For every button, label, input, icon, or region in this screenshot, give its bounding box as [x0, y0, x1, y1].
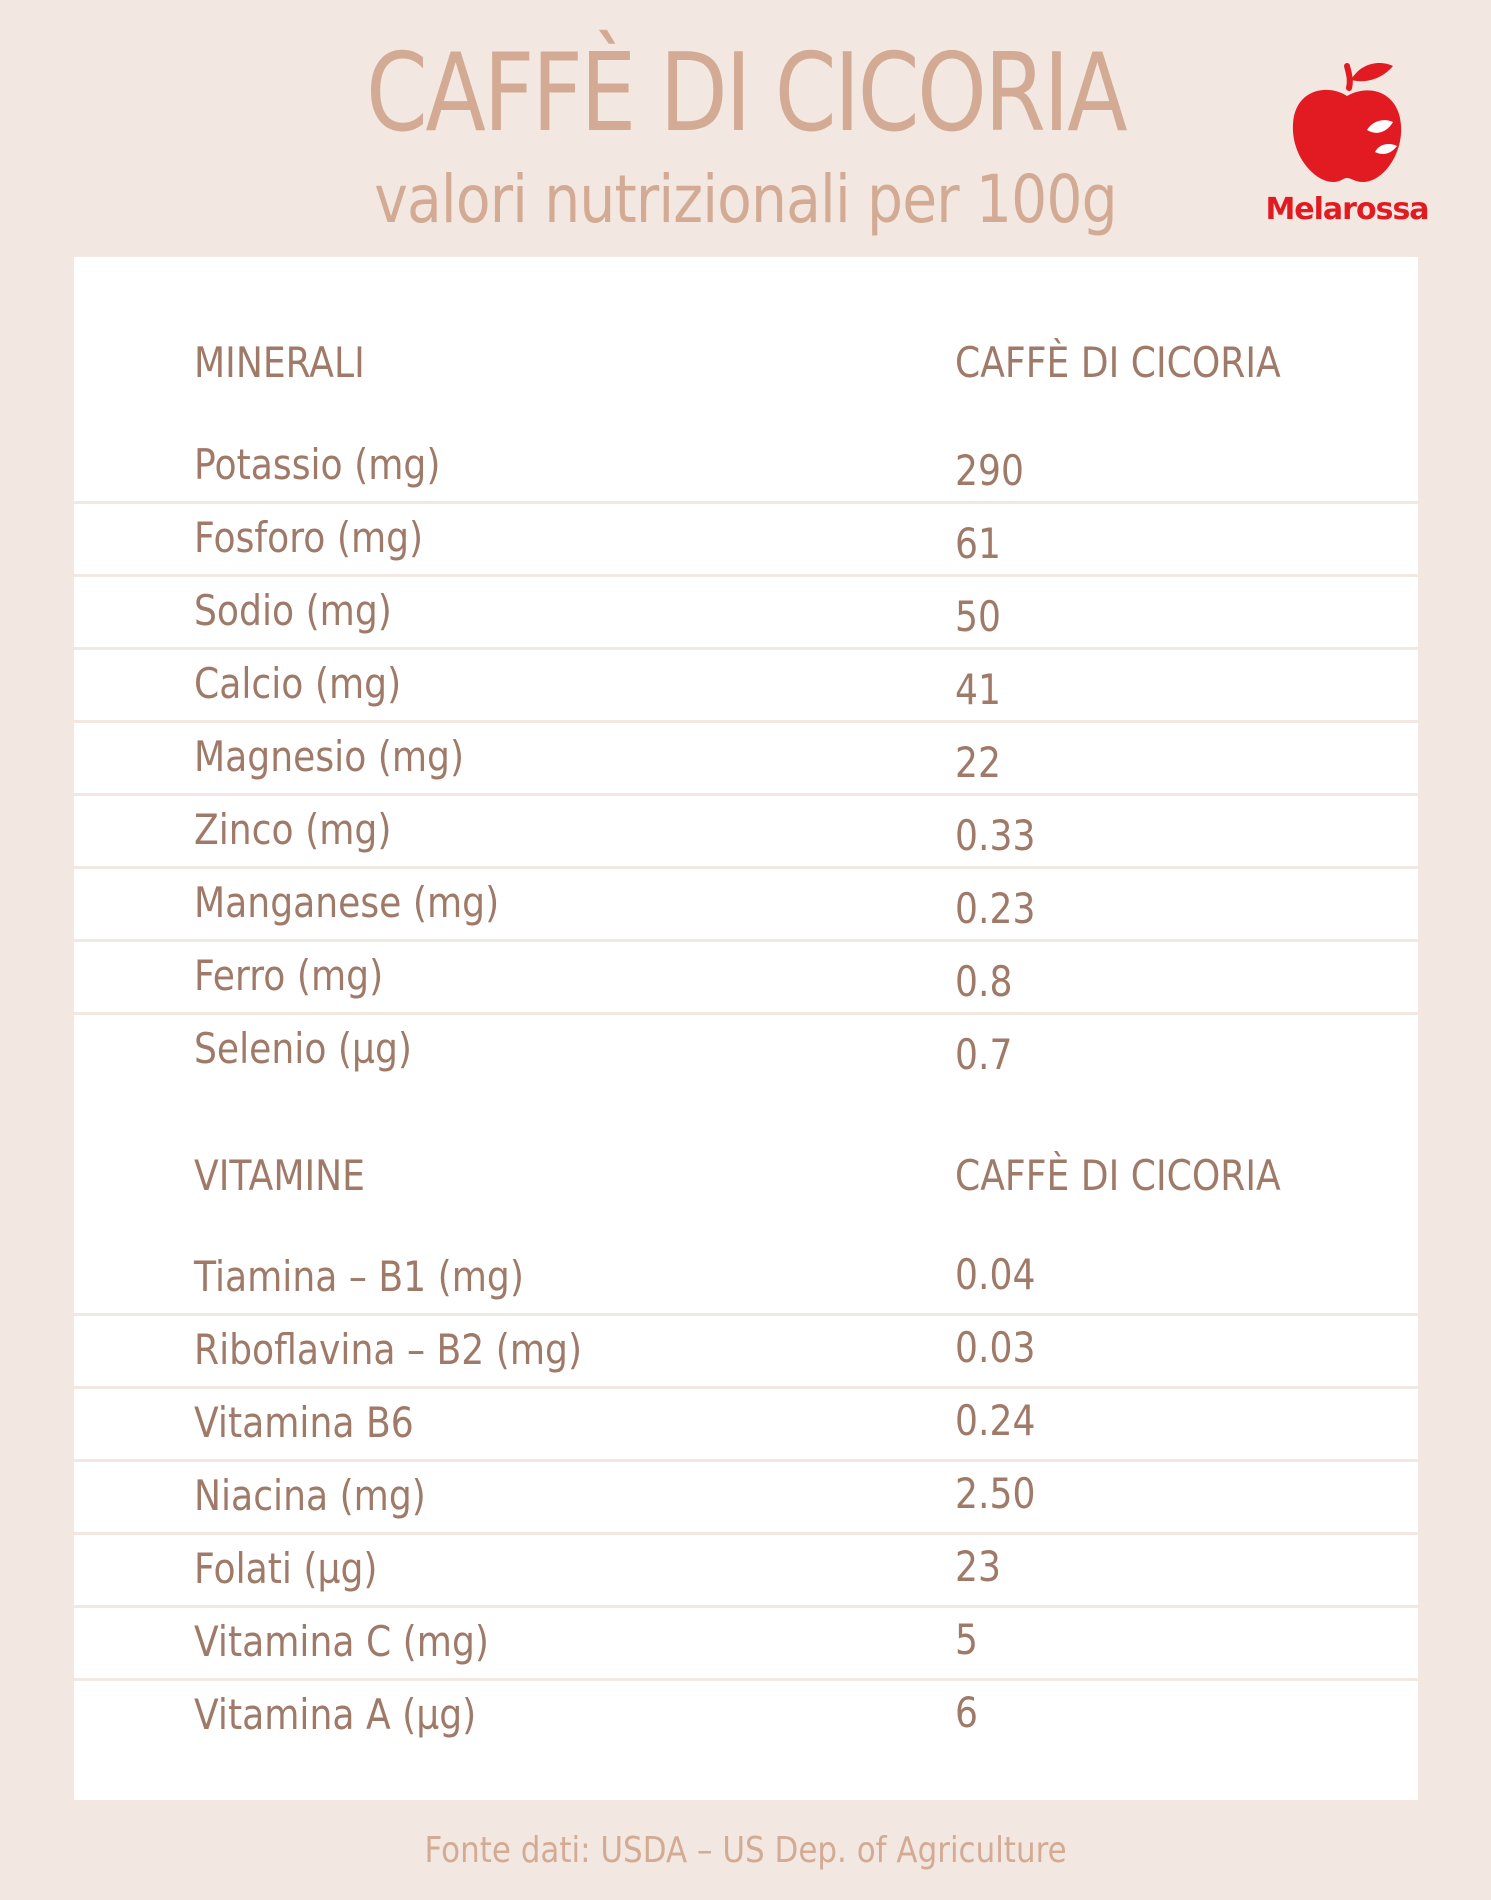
row-value: 290 [955, 446, 1024, 495]
row-value: 23 [955, 1542, 1001, 1591]
page-subtitle: valori nutrizionali per 100g [374, 161, 1117, 238]
minerals-column-header: CAFFÈ DI CICORIA [955, 338, 1281, 387]
row-value: 0.23 [955, 884, 1036, 933]
table-row [74, 1535, 1418, 1608]
row-name: Sodio (mg) [194, 586, 392, 635]
table-row [74, 1608, 1418, 1681]
logo-text: Melarossa [1265, 192, 1429, 227]
row-name: Vitamina B6 [194, 1398, 414, 1447]
apple-icon [1289, 56, 1405, 186]
row-value: 0.04 [955, 1250, 1036, 1299]
row-name: Vitamina C (mg) [194, 1617, 489, 1666]
row-name: Vitamina A (µg) [194, 1690, 477, 1739]
table-row [74, 796, 1418, 869]
table-row [74, 723, 1418, 796]
row-value: 0.03 [955, 1323, 1036, 1372]
table-row [74, 942, 1418, 1015]
row-name: Zinco (mg) [194, 805, 392, 854]
minerals-header: MINERALI [194, 338, 365, 387]
row-name: Riboflavina – B2 (mg) [194, 1325, 583, 1374]
row-name: Selenio (µg) [194, 1024, 413, 1073]
table-row [74, 504, 1418, 577]
row-name: Potassio (mg) [194, 440, 441, 489]
row-name: Magnesio (mg) [194, 732, 465, 781]
table-row [74, 1316, 1418, 1389]
nutrition-card [74, 257, 1418, 1800]
row-name: Ferro (mg) [194, 951, 384, 1000]
table-row [74, 1243, 1418, 1316]
table-row [74, 1015, 1418, 1085]
table-row [74, 1462, 1418, 1535]
source-note: Fonte dati: USDA – US Dep. of Agriculture [424, 1830, 1067, 1871]
row-name: Folati (µg) [194, 1544, 378, 1593]
row-value: 22 [955, 738, 1001, 787]
row-value: 50 [955, 592, 1001, 641]
row-value: 0.7 [955, 1030, 1013, 1079]
table-row [74, 431, 1418, 504]
page-title: CAFFÈ DI CICORIA [365, 31, 1126, 156]
melarossa-logo[interactable] [1262, 56, 1432, 236]
table-row [74, 650, 1418, 723]
row-name: Manganese (mg) [194, 878, 500, 927]
table-row [74, 1389, 1418, 1462]
row-value: 0.24 [955, 1396, 1036, 1445]
row-name: Fosforo (mg) [194, 513, 424, 562]
row-value: 5 [955, 1615, 978, 1664]
row-value: 6 [955, 1688, 978, 1737]
row-value: 2.50 [955, 1469, 1036, 1518]
vitamins-column-header: CAFFÈ DI CICORIA [955, 1151, 1281, 1200]
row-value: 0.8 [955, 957, 1013, 1006]
table-row [74, 577, 1418, 650]
row-name: Niacina (mg) [194, 1471, 426, 1520]
row-name: Calcio (mg) [194, 659, 402, 708]
row-value: 41 [955, 665, 1001, 714]
row-value: 0.33 [955, 811, 1036, 860]
header [0, 0, 1491, 257]
minerals-header-row [74, 333, 1418, 393]
row-name: Tiamina – B1 (mg) [194, 1252, 524, 1301]
table-row [74, 869, 1418, 942]
row-value: 61 [955, 519, 1001, 568]
table-row [74, 1681, 1418, 1751]
vitamins-header: VITAMINE [194, 1151, 365, 1200]
vitamins-header-row [74, 1146, 1418, 1206]
